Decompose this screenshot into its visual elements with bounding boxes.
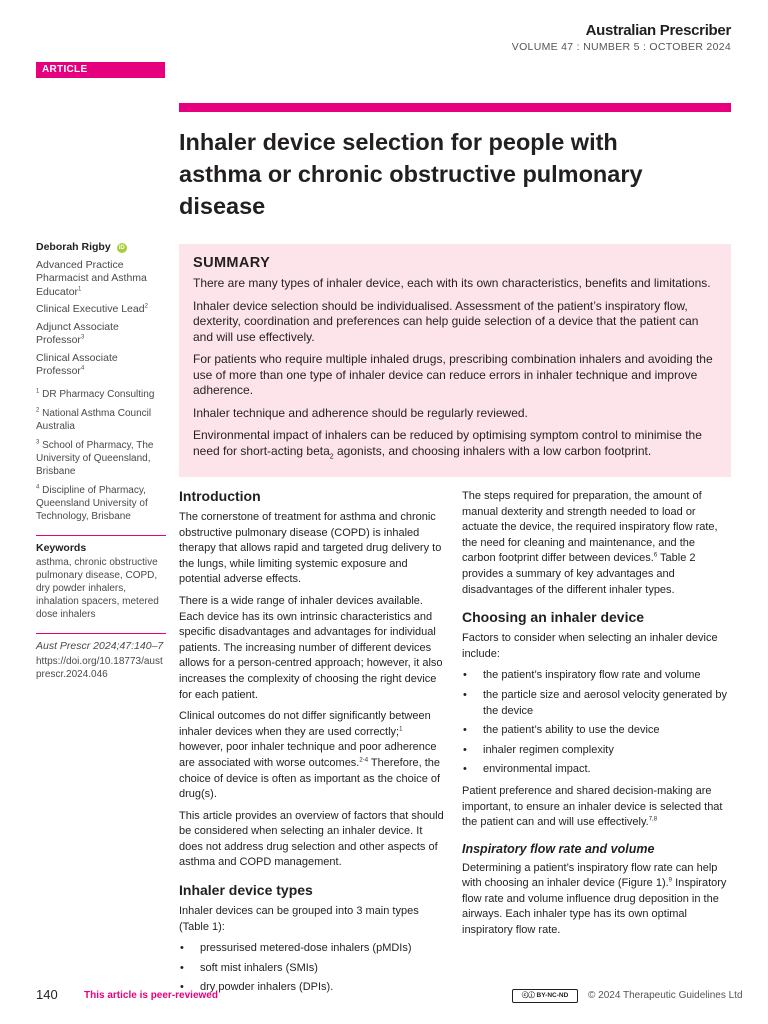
- list-item: • the patient’s ability to use the device: [462, 723, 731, 739]
- sidebar: [36, 241, 166, 681]
- device-types-list: [179, 941, 447, 996]
- body-column-left: [179, 487, 447, 1002]
- volume-info: VOLUME 47 : NUMBER 5 : OCTOBER 2024: [511, 41, 731, 53]
- list-item: • the patient’s inspiratory flow rate and volume: [462, 668, 731, 684]
- summary-paragraph: There are many types of inhaler device, each with its own characteristics, benefits and limitations.: [193, 276, 711, 290]
- page-number: 140: [36, 987, 58, 1002]
- affiliation: $^2$ National Asthma Council Australia: [36, 407, 152, 432]
- citation: Aust Prescr 2024;47:140–7: [36, 640, 164, 652]
- section-heading-choosing: Choosing an inhaler device: [462, 609, 645, 626]
- orcid-icon[interactable]: iD: [118, 244, 125, 251]
- author-role: Adjunct Associate Professor$^3$: [36, 320, 119, 346]
- list-item: • the particle size and aerosol velocity generated by the device: [462, 688, 731, 719]
- body-paragraph: Clinical outcomes do not differ significantly between inhaler devices when they are used correctly;$^1$ however, poor inhaler technique and poor adherence are associated with worse outcomes.$^{2-4}$ Therefore, the choice of device is often as important as the choice of drug(s).: [179, 710, 441, 801]
- affiliation: $^4$ Discipline of Pharmacy, Queensland University of Technology, Brisbane: [36, 484, 148, 522]
- author-name: Deborah Rigby: [36, 241, 111, 253]
- affiliation: $^1$ DR Pharmacy Consulting: [36, 388, 155, 400]
- body-paragraph: The cornerstone of treatment for asthma and chronic obstructive pulmonary disease (COPD) is inhaled therapy that allows rapid and targeted drug delivery to the lungs, while limiting systemic exposure and potential adverse effects.: [179, 511, 442, 586]
- list-item: • soft mist inhalers (SMIs): [179, 961, 447, 977]
- summary-heading: SUMMARY: [193, 255, 271, 271]
- author: [36, 241, 166, 255]
- title-rule: [179, 103, 731, 112]
- author-role: Advanced Practice Pharmacist and Asthma Educator$^1$: [36, 258, 147, 298]
- article-tag: ARTICLE: [36, 62, 165, 78]
- list-item: • inhaler regimen complexity: [462, 743, 731, 759]
- affiliations: [36, 388, 166, 523]
- summary-paragraph: Inhaler device selection should be individualised. Assessment of the patient’s inspiratory flow, dexterity, coordination and preferences can help guide selection of a device that the patient can and will use effectively.: [193, 298, 699, 344]
- cc-license-badge[interactable]: [512, 989, 578, 1003]
- peer-review-note: This article is peer-reviewed: [84, 990, 218, 1001]
- body-column-right: [462, 489, 731, 945]
- affiliation: $^3$ School of Pharmacy, The University of Queensland, Brisbane: [36, 439, 154, 477]
- factors-list: [462, 668, 731, 778]
- author-role: Clinical Executive Lead$^2$: [36, 303, 148, 315]
- sidebar-divider: [36, 535, 166, 536]
- sidebar-divider: [36, 633, 166, 634]
- keywords: asthma, chronic obstructive pulmonary disease, COPD, dry powder inhalers, inhalation spacers, metered dose inhalers: [36, 557, 159, 620]
- summary-paragraph: For patients who require multiple inhaled drugs, prescribing combination inhalers and avoiding the use of more than one type of inhaler device can reduce errors in inhaler technique and improve adherence.: [193, 352, 713, 397]
- body-paragraph: Inhaler devices can be grouped into 3 main types (Table 1):: [179, 905, 419, 933]
- body-paragraph: Patient preference and shared decision-making are important, to ensure an inhaler device is selected that the patient can and will use effectively.$^{7,8}$: [462, 784, 723, 829]
- body-paragraph: There is a wide range of inhaler devices available. Each device has its own intrinsic characteristics and specific disadvantages and advantages for individual patients. The increasing number of different devices allows for a person-centred approach; however, it also increases the complexity of choosing the right device for each patient.: [179, 594, 443, 701]
- list-item: • pressurised metered-dose inhalers (pMDIs): [179, 941, 447, 957]
- doi-link[interactable]: https://doi.org/10.18773/austprescr.2024.046: [36, 655, 163, 680]
- copyright: © 2024 Therapeutic Guidelines Ltd: [588, 990, 743, 1001]
- list-item: • dry powder inhalers (DPIs).: [179, 980, 447, 996]
- body-paragraph: Factors to consider when selecting an inhaler device include:: [462, 632, 718, 660]
- body-paragraph: This article provides an overview of factors that should be considered when selecting an inhaler device. It does not address drug selection and other aspects of asthma and COPD management.: [179, 809, 444, 869]
- list-item: • environmental impact.: [462, 762, 731, 778]
- body-paragraph: The steps required for preparation, the amount of manual dexterity and strength needed to load or actuate the device, the required inspiratory flow rate, the need for cleaning and maintenance, and the carbon footprint differ between devices.$^6$ Table 2 provides a summary of key advantages and disadvantages of the different inhaler types.: [462, 490, 718, 596]
- summary-paragraph: Inhaler technique and adherence should be regularly reviewed.: [193, 405, 528, 420]
- section-heading-device-types: Inhaler device types: [179, 882, 313, 899]
- section-heading-introduction: Introduction: [179, 488, 261, 504]
- license-label: BY-NC-ND: [536, 992, 569, 999]
- summary-box: [179, 244, 731, 477]
- summary-paragraph: Environmental impact of inhalers can be reduced by optimising symptom control to minimise the need for short-acting beta$_2$ agonists, and choosing inhalers with a low carbon footprint.: [193, 428, 702, 460]
- cc-icon: ⓒⓘ: [521, 992, 537, 999]
- article-title: Inhaler device selection for people with asthma or chronic obstructive pulmonary disease: [179, 129, 643, 219]
- keywords-heading: Keywords: [36, 541, 87, 554]
- body-paragraph: Determining a patient’s inspiratory flow rate can help with choosing an inhaler device (Figure 1).$^9$ Inspiratory flow rate and volume influence drug deposition in the airways. Each inhaler type has its own optimal inspiratory flow rate.: [462, 861, 727, 937]
- author-role: Clinical Associate Professor$^4$: [36, 351, 118, 377]
- journal-brand: Australian Prescriber: [585, 22, 731, 39]
- subsection-heading-flow-rate: Inspiratory flow rate and volume: [462, 841, 655, 856]
